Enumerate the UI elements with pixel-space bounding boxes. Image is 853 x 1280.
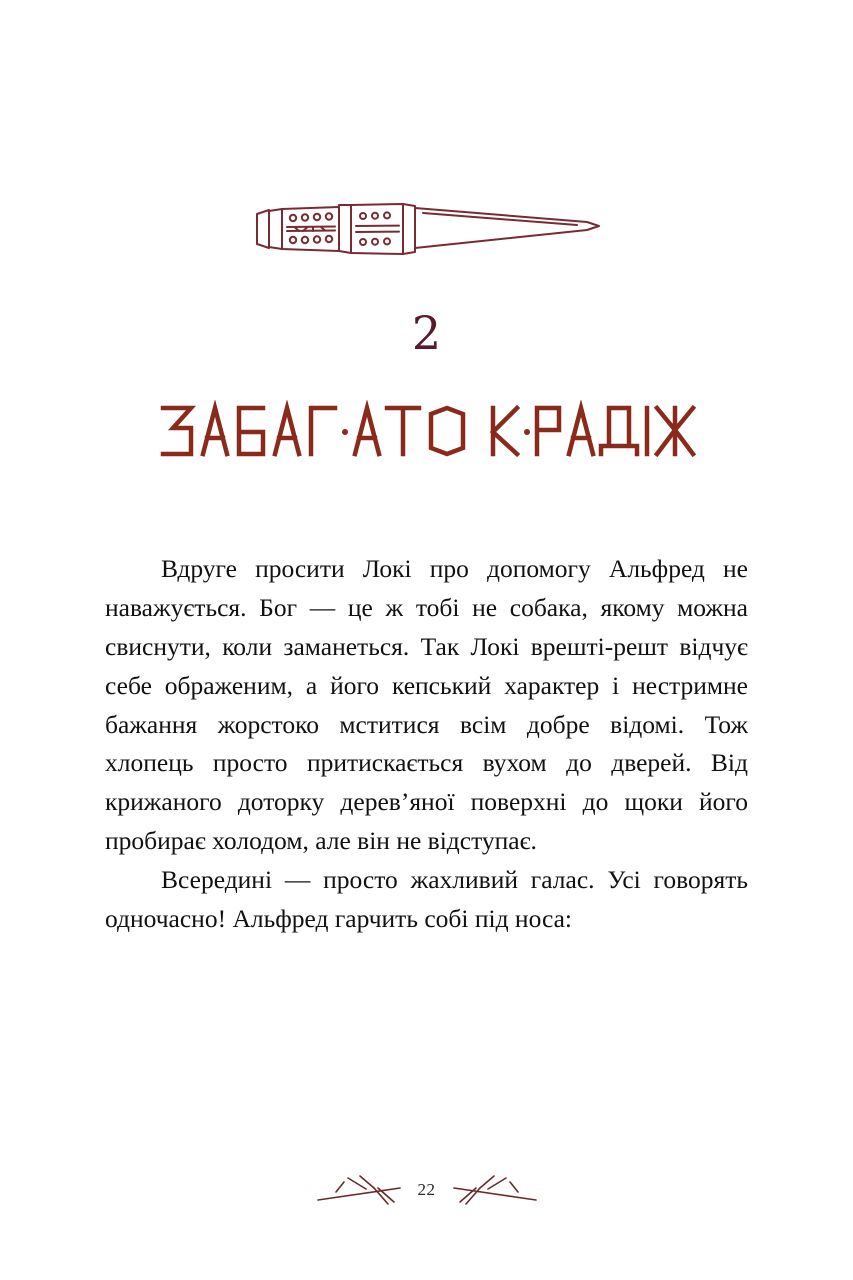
dagger-icon bbox=[247, 196, 607, 266]
dagger-ornament bbox=[105, 196, 748, 266]
chapter-number: 2 bbox=[411, 306, 442, 360]
paragraph: Вдруге просити Локі про допомогу Альфред не наважується. Бог — це ж тобі не собака, якому можна свиснути, коли заманеться. Так Локі врешті-решт відчує себе ображеним, а його кепський характер і нестримне бажання жорстоко мститися всім добре відомі. Тож хлопець просто притискається вухом до дверей. Від крижаного доторку дерев’яної поверхні до щоки його пробирає холодом, але він не відступає. bbox=[105, 554, 748, 856]
chapter-body bbox=[105, 550, 748, 939]
page-footer bbox=[0, 1172, 853, 1208]
chapter-title-runic-art bbox=[157, 400, 697, 462]
page-number: 22 bbox=[417, 1180, 436, 1199]
branch-ornament-right-icon bbox=[450, 1172, 540, 1208]
paragraph: Всередині — просто жахливий галас. Усі говорять одночасно! Альфред гарчить собі під носа: bbox=[105, 865, 748, 933]
branch-ornament-left-icon bbox=[314, 1172, 404, 1208]
chapter-title bbox=[105, 400, 748, 462]
